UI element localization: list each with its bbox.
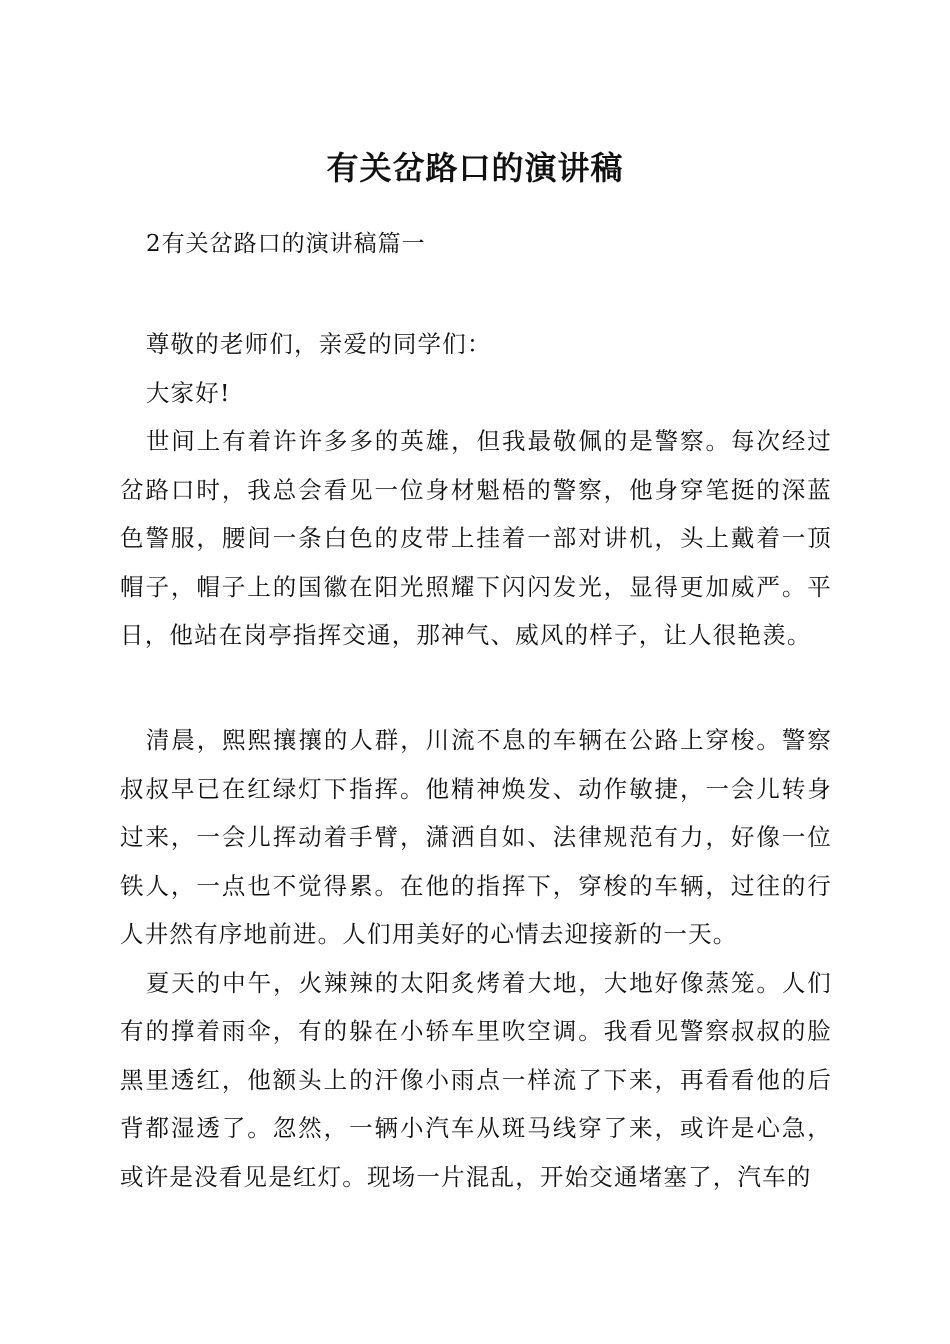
section-2 — [120, 716, 832, 1201]
hello-paragraph: 大家好! — [145, 378, 231, 407]
document-title: 有关岔路口的演讲稿 — [326, 149, 624, 187]
document-subtitle: 2有关岔路口的演讲稿篇一 — [146, 231, 426, 257]
body-paragraph-1: 世间上有着许许多多的英雄，但我最敬佩的是警察。每次经过岔路口时，我总会看见一位身材魁梧的警察，他身穿笔挺的深蓝色警服，腰间一条白色的皮带上挂着一部对讲机，头上戴着一顶帽子，帽子上的国徽在阳光照耀下闪闪发光，显得更加威严。平日，他站在岗亭指挥交通，那神气、威风的样子，让人很艳羡。 — [120, 427, 832, 649]
body-paragraph-2: 清晨，熙熙攘攘的人群，川流不息的车辆在公路上穿梭。警察叔叔早已在红绿灯下指挥。他精神焕发、动作敏捷，一会儿转身过来，一会儿挥动着手臂，潇洒自如、法律规范有力，好像一位铁人，一点也不觉得累。在他的指挥下，穿梭的车辆，过往的行人井然有序地前进。人们用美好的心情去迎接新的一天。 — [120, 726, 832, 948]
greeting-paragraph: 尊敬的老师们，亲爱的同学们： — [145, 330, 492, 358]
body-paragraph-3: 夏天的中午，火辣辣的太阳炙烤着大地，大地好像蒸笼。人们有的撑着雨伞，有的躲在小轿车里吹空调。我看见警察叔叔的脸黑里透红，他额头上的汗像小雨点一样流了下来，再看看他的后背都湿透了。忽然，一辆小汽车从斑马线穿了来，或许是心急，或许是没看见是红灯。现场一片混乱，开始交通堵塞了，汽车的 — [120, 968, 832, 1191]
section-1 — [120, 320, 832, 660]
